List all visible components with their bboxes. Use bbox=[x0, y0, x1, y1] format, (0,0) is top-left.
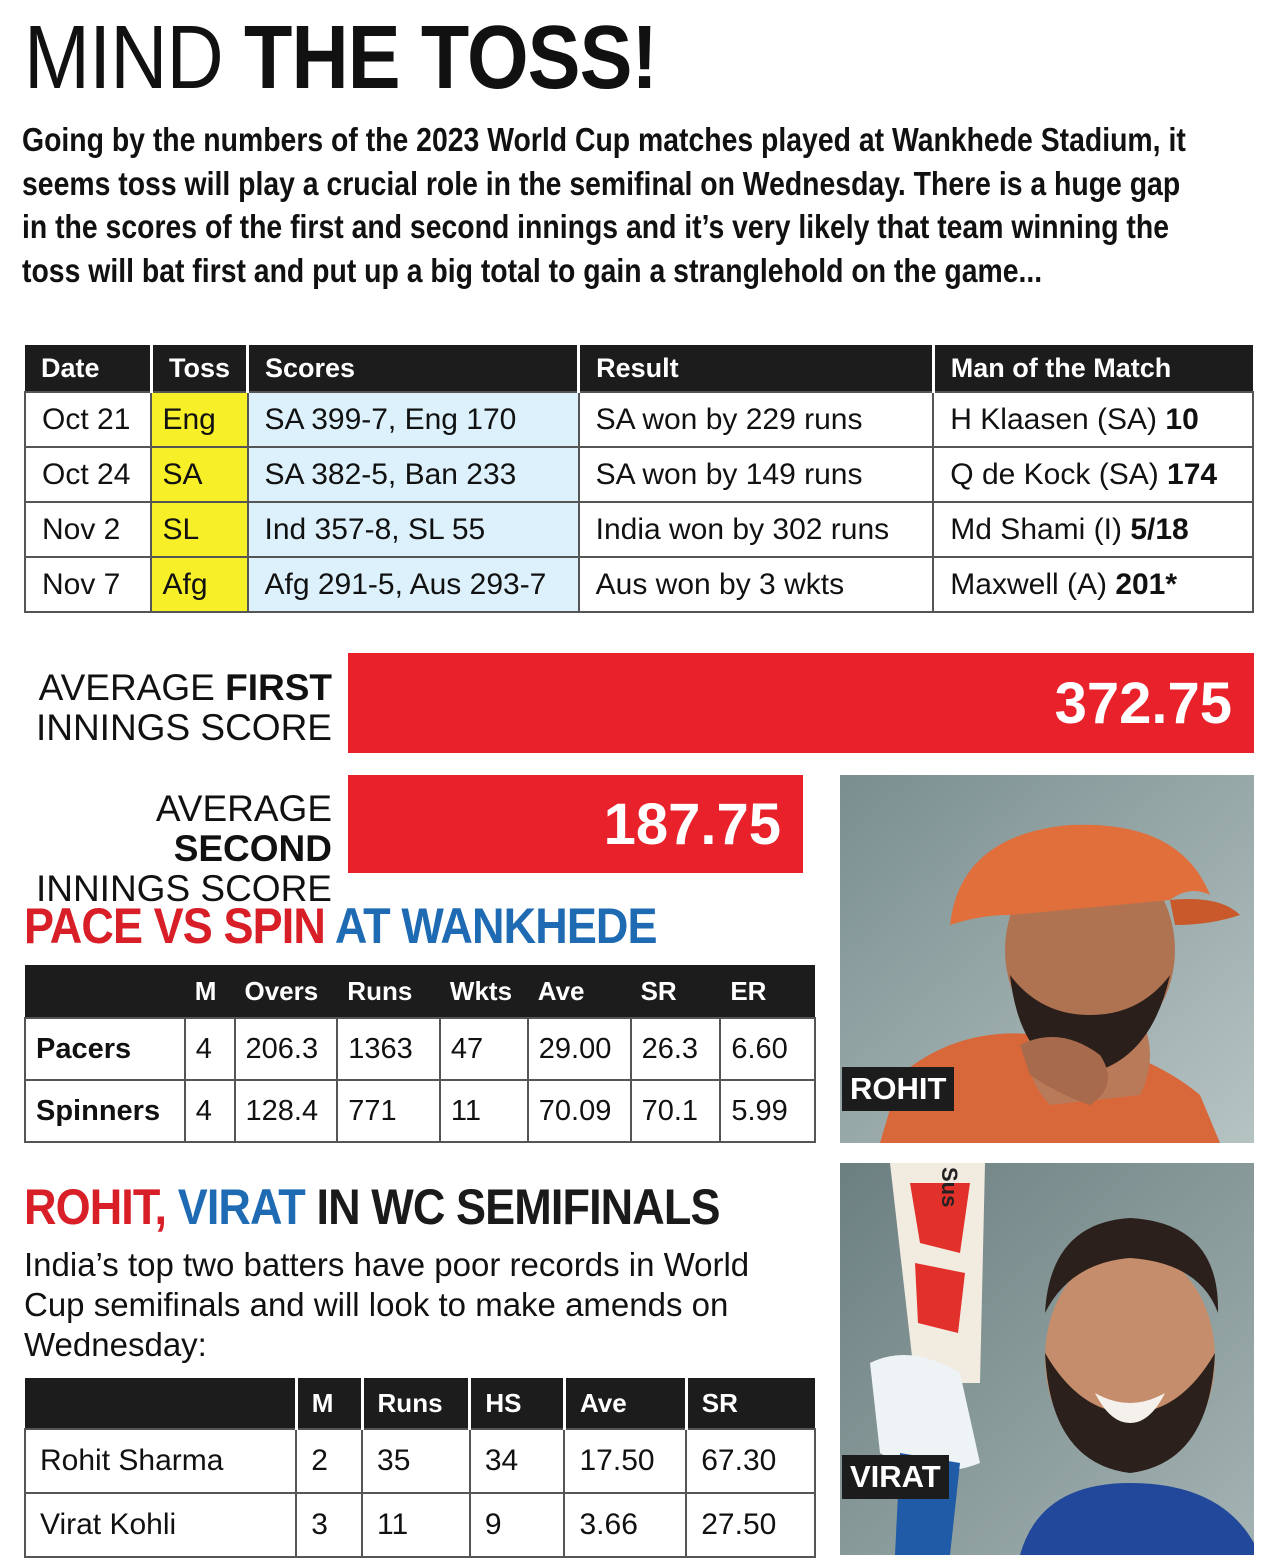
semis-cell: 27.50 bbox=[686, 1493, 815, 1557]
avg-second-label-b: SECOND bbox=[173, 828, 332, 869]
result-cell: SA won by 149 runs bbox=[579, 447, 934, 502]
ps-cell: 4 bbox=[185, 1018, 235, 1080]
ps-col-overs: Overs bbox=[235, 965, 338, 1018]
mom-name: Q de Kock (SA) bbox=[950, 457, 1168, 491]
ps-cell: 11 bbox=[440, 1080, 528, 1142]
avg-second-bar bbox=[348, 775, 803, 873]
semis-title-blue: VIRAT bbox=[177, 1179, 317, 1235]
table-row bbox=[25, 392, 1253, 447]
ps-cell: 6.60 bbox=[720, 1018, 815, 1080]
table-row bbox=[25, 447, 1253, 502]
table-row bbox=[25, 557, 1253, 612]
headline bbox=[24, 8, 657, 108]
toss-cell: SA bbox=[151, 447, 247, 502]
avg-second-value: 187.75 bbox=[603, 791, 781, 857]
ps-col-sr: SR bbox=[631, 965, 721, 1018]
semis-cell: 17.50 bbox=[564, 1429, 686, 1493]
mom-stat: 5/18 bbox=[1130, 512, 1189, 546]
semis-cell: 2 bbox=[296, 1429, 362, 1493]
matches-header-row bbox=[25, 345, 1253, 392]
semis-table bbox=[24, 1378, 816, 1558]
pace-spin-title-blue: AT WANKHEDE bbox=[334, 898, 657, 954]
semis-col-sr: SR bbox=[686, 1378, 815, 1429]
avg-first-label-c: INNINGS SCORE bbox=[35, 707, 332, 748]
mom-cell bbox=[933, 557, 1253, 612]
avg-first-label-a: AVERAGE bbox=[38, 667, 226, 708]
semis-cell: 3.66 bbox=[564, 1493, 686, 1557]
ps-cell: 26.3 bbox=[631, 1018, 721, 1080]
semis-cell: 34 bbox=[470, 1429, 565, 1493]
result-cell: SA won by 229 runs bbox=[579, 392, 934, 447]
scores-cell: Afg 291-5, Aus 293-7 bbox=[248, 557, 579, 612]
col-toss: Toss bbox=[151, 345, 247, 392]
avg-first-label-b: FIRST bbox=[225, 667, 332, 708]
semis-player: Virat Kohli bbox=[25, 1493, 296, 1557]
pace-spin-heading bbox=[24, 897, 657, 955]
semis-col-m: M bbox=[296, 1378, 362, 1429]
ps-cell: 29.00 bbox=[528, 1018, 631, 1080]
virat-caption: VIRAT bbox=[842, 1455, 949, 1499]
toss-cell: SL bbox=[151, 502, 247, 557]
avg-first-value: 372.75 bbox=[1054, 670, 1232, 736]
ps-col-blank bbox=[25, 965, 185, 1018]
col-scores: Scores bbox=[248, 345, 579, 392]
avg-first-bar bbox=[348, 653, 1254, 753]
avg-first-label bbox=[24, 668, 332, 748]
date-cell: Oct 24 bbox=[25, 447, 151, 502]
ps-col-er: ER bbox=[720, 965, 815, 1018]
ps-cell: 771 bbox=[337, 1080, 440, 1142]
date-cell: Nov 2 bbox=[25, 502, 151, 557]
table-row bbox=[25, 1493, 815, 1557]
scores-cell: Ind 357-8, SL 55 bbox=[248, 502, 579, 557]
ps-col-m: M bbox=[185, 965, 235, 1018]
semis-cell: 3 bbox=[296, 1493, 362, 1557]
intro-paragraph: Going by the numbers of the 2023 World Cup matches played at Wankhede Stadium, it seems toss will play a crucial role in the semifinal on Wednesday. There is a huge gap in the scores of the first and second innings and it’s very likely that team winning the toss will bat first and put up a big total to gain a stranglehold on the game... bbox=[22, 121, 1186, 289]
mom-name: Maxwell (A) bbox=[950, 567, 1116, 601]
semis-subtitle: India’s top two batters have poor records in World Cup semifinals and will look to make amends on Wednesday: bbox=[24, 1246, 750, 1363]
ps-cell: 70.1 bbox=[631, 1080, 721, 1142]
headline-part2: THE TOSS! bbox=[243, 8, 658, 108]
col-result: Result bbox=[579, 345, 934, 392]
semis-cell: 67.30 bbox=[686, 1429, 815, 1493]
mom-stat: 174 bbox=[1167, 457, 1218, 491]
semis-header-row bbox=[25, 1378, 815, 1429]
semis-title-dark: IN WC SEMIFINALS bbox=[316, 1179, 720, 1235]
semis-cell: 11 bbox=[362, 1493, 470, 1557]
ps-cell: 1363 bbox=[337, 1018, 440, 1080]
ps-cell: 206.3 bbox=[235, 1018, 338, 1080]
semis-cell: 35 bbox=[362, 1429, 470, 1493]
ps-cell: 5.99 bbox=[720, 1080, 815, 1142]
scores-cell: SA 399-7, Eng 170 bbox=[248, 392, 579, 447]
col-mom: Man of the Match bbox=[933, 345, 1253, 392]
semis-col-blank bbox=[25, 1378, 296, 1429]
rohit-caption: ROHIT bbox=[842, 1067, 954, 1111]
mom-stat: 10 bbox=[1165, 402, 1199, 436]
date-cell: Nov 7 bbox=[25, 557, 151, 612]
scores-cell: SA 382-5, Ban 233 bbox=[248, 447, 579, 502]
table-row bbox=[25, 1429, 815, 1493]
mom-cell bbox=[933, 447, 1253, 502]
rohit-photo bbox=[840, 775, 1254, 1143]
toss-cell: Eng bbox=[151, 392, 247, 447]
toss-cell: Afg bbox=[151, 557, 247, 612]
bat-logo-text: Sus bbox=[937, 1167, 962, 1208]
ps-cell: 128.4 bbox=[235, 1080, 338, 1142]
avg-second-label-c: INNINGS SCORE bbox=[35, 868, 332, 909]
result-cell: Aus won by 3 wkts bbox=[579, 557, 934, 612]
ps-col-ave: Ave bbox=[528, 965, 631, 1018]
table-row bbox=[25, 502, 1253, 557]
ps-row-label: Spinners bbox=[25, 1080, 185, 1142]
semis-col-runs: Runs bbox=[362, 1378, 470, 1429]
ps-cell: 47 bbox=[440, 1018, 528, 1080]
semis-col-ave: Ave bbox=[564, 1378, 686, 1429]
semis-col-hs: HS bbox=[470, 1378, 565, 1429]
semis-heading bbox=[24, 1178, 720, 1236]
pace-spin-title-red: PACE VS SPIN bbox=[24, 898, 335, 954]
table-row bbox=[25, 1018, 815, 1080]
ps-cell: 70.09 bbox=[528, 1080, 631, 1142]
semis-player: Rohit Sharma bbox=[25, 1429, 296, 1493]
col-date: Date bbox=[25, 345, 151, 392]
semis-cell: 9 bbox=[470, 1493, 565, 1557]
matches-table bbox=[24, 345, 1254, 613]
table-row bbox=[25, 1080, 815, 1142]
pace-spin-header-row bbox=[25, 965, 815, 1018]
ps-row-label: Pacers bbox=[25, 1018, 185, 1080]
ps-col-runs: Runs bbox=[337, 965, 440, 1018]
ps-cell: 4 bbox=[185, 1080, 235, 1142]
avg-second-label-a: AVERAGE bbox=[155, 788, 332, 829]
mom-cell bbox=[933, 502, 1253, 557]
avg-second-label bbox=[24, 789, 332, 909]
result-cell: India won by 302 runs bbox=[579, 502, 934, 557]
headline-part1: MIND bbox=[24, 8, 244, 108]
ps-col-wkts: Wkts bbox=[440, 965, 528, 1018]
mom-name: H Klaasen (SA) bbox=[950, 402, 1166, 436]
virat-photo bbox=[840, 1163, 1254, 1555]
pace-spin-table bbox=[24, 965, 816, 1143]
mom-cell bbox=[933, 392, 1253, 447]
date-cell: Oct 21 bbox=[25, 392, 151, 447]
mom-name: Md Shami (I) bbox=[950, 512, 1131, 546]
semis-title-red: ROHIT, bbox=[24, 1179, 178, 1235]
mom-stat: 201* bbox=[1115, 567, 1178, 601]
